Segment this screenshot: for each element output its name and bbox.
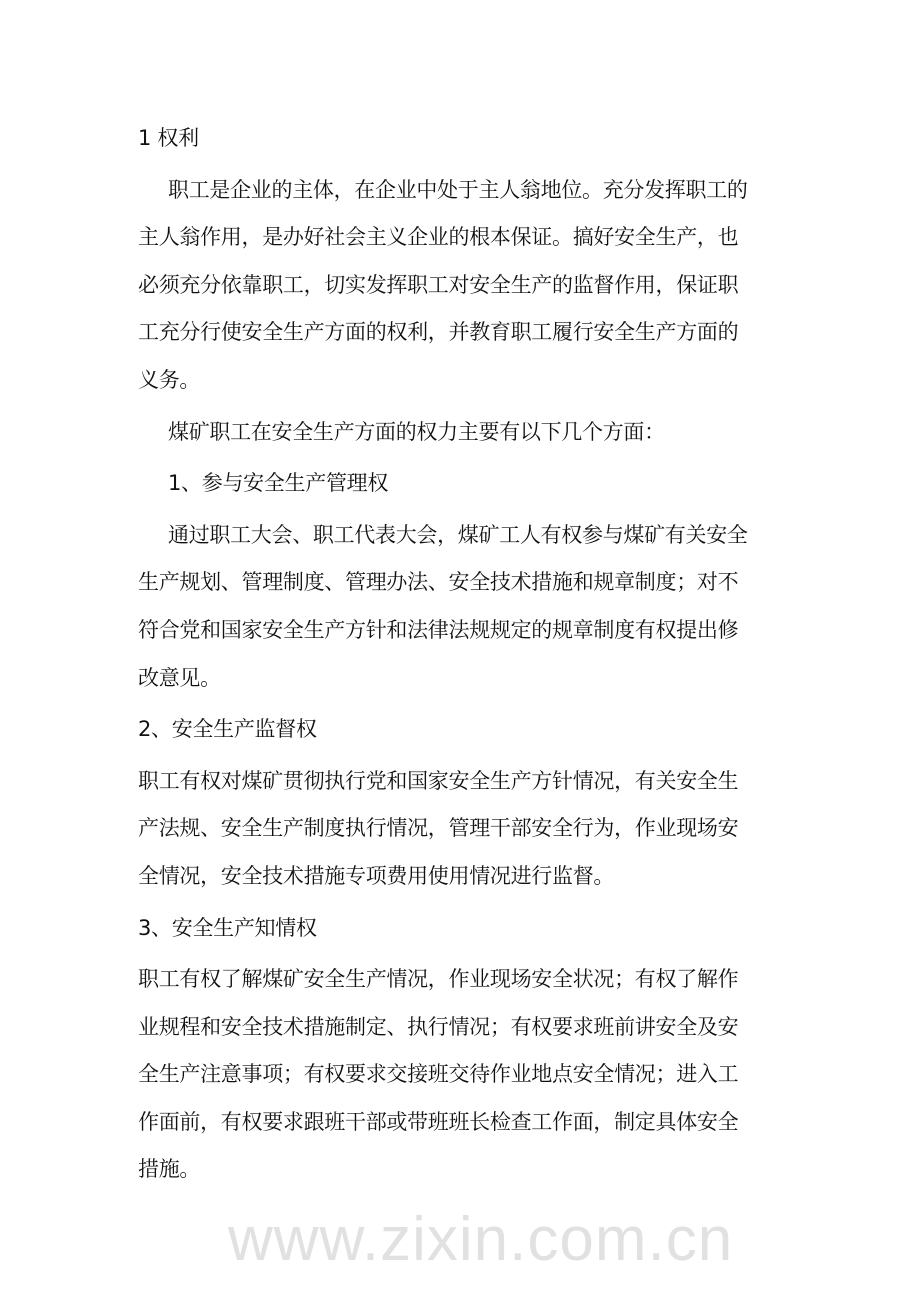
text-line: 业规程和安全技术措施制定、执行情况；有权要求班前讲安全及安 bbox=[138, 1014, 739, 1039]
text-line: 全生产注意事项；有权要求交接班交待作业地点安全情况；进入工 bbox=[138, 1062, 739, 1087]
text-line: 符合党和国家安全生产方针和法律法规规定的规章制度有权提出修 bbox=[138, 617, 739, 642]
text-line: 生产规划、管理制度、管理办法、安全技术措施和规章制度；对不 bbox=[138, 570, 739, 595]
paragraph bbox=[138, 120, 788, 168]
text-line: 必须充分依靠职工，切实发挥职工对安全生产的监督作用，保证职 bbox=[138, 272, 739, 297]
paragraph bbox=[138, 517, 788, 707]
text-line: 作面前，有权要求跟班干部或带班班长检查工作面，制定具体安全 bbox=[138, 1109, 739, 1134]
text-line: 1 权利 bbox=[138, 126, 199, 150]
text-line: 1、参与安全生产管理权 bbox=[168, 471, 389, 496]
text-line: 煤矿职工在安全生产方面的权力主要有以下几个方面： bbox=[168, 419, 665, 444]
paragraph bbox=[138, 961, 788, 1199]
text-line: 全情况，安全技术措施专项费用使用情况进行监督。 bbox=[138, 863, 615, 888]
text-line: 2、安全生产监督权 bbox=[138, 717, 317, 742]
text-line: 改意见。 bbox=[138, 665, 221, 690]
watermark: www.zixin.com.cn bbox=[228, 1205, 734, 1274]
paragraph bbox=[138, 763, 788, 906]
paragraph bbox=[138, 172, 788, 410]
text-line: 措施。 bbox=[138, 1157, 201, 1182]
text-line: 3、安全生产知情权 bbox=[138, 915, 317, 940]
paragraph bbox=[138, 414, 788, 462]
text-line: 工充分行使安全生产方面的权利，并教育职工履行安全生产方面的 bbox=[138, 320, 739, 345]
paragraph bbox=[138, 910, 788, 958]
text-line: 职工有权对煤矿贯彻执行党和国家安全生产方针情况，有关安全生 bbox=[138, 768, 739, 793]
text-line: 职工是企业的主体，在企业中处于主人翁地位。充分发挥职工的 bbox=[168, 177, 748, 202]
text-line: 主人翁作用，是办好社会主义企业的根本保证。搞好安全生产，也 bbox=[138, 225, 739, 250]
text-line: 义务。 bbox=[138, 367, 201, 392]
document-body bbox=[138, 120, 788, 1203]
paragraph bbox=[138, 465, 788, 513]
text-line: 产法规、安全生产制度执行情况，管理干部安全行为，作业现场安 bbox=[138, 816, 739, 841]
text-line: 通过职工大会、职工代表大会，煤矿工人有权参与煤矿有关安全 bbox=[168, 522, 748, 547]
text-line: 职工有权了解煤矿安全生产情况，作业现场安全状况；有权了解作 bbox=[138, 967, 739, 992]
paragraph bbox=[138, 711, 788, 759]
